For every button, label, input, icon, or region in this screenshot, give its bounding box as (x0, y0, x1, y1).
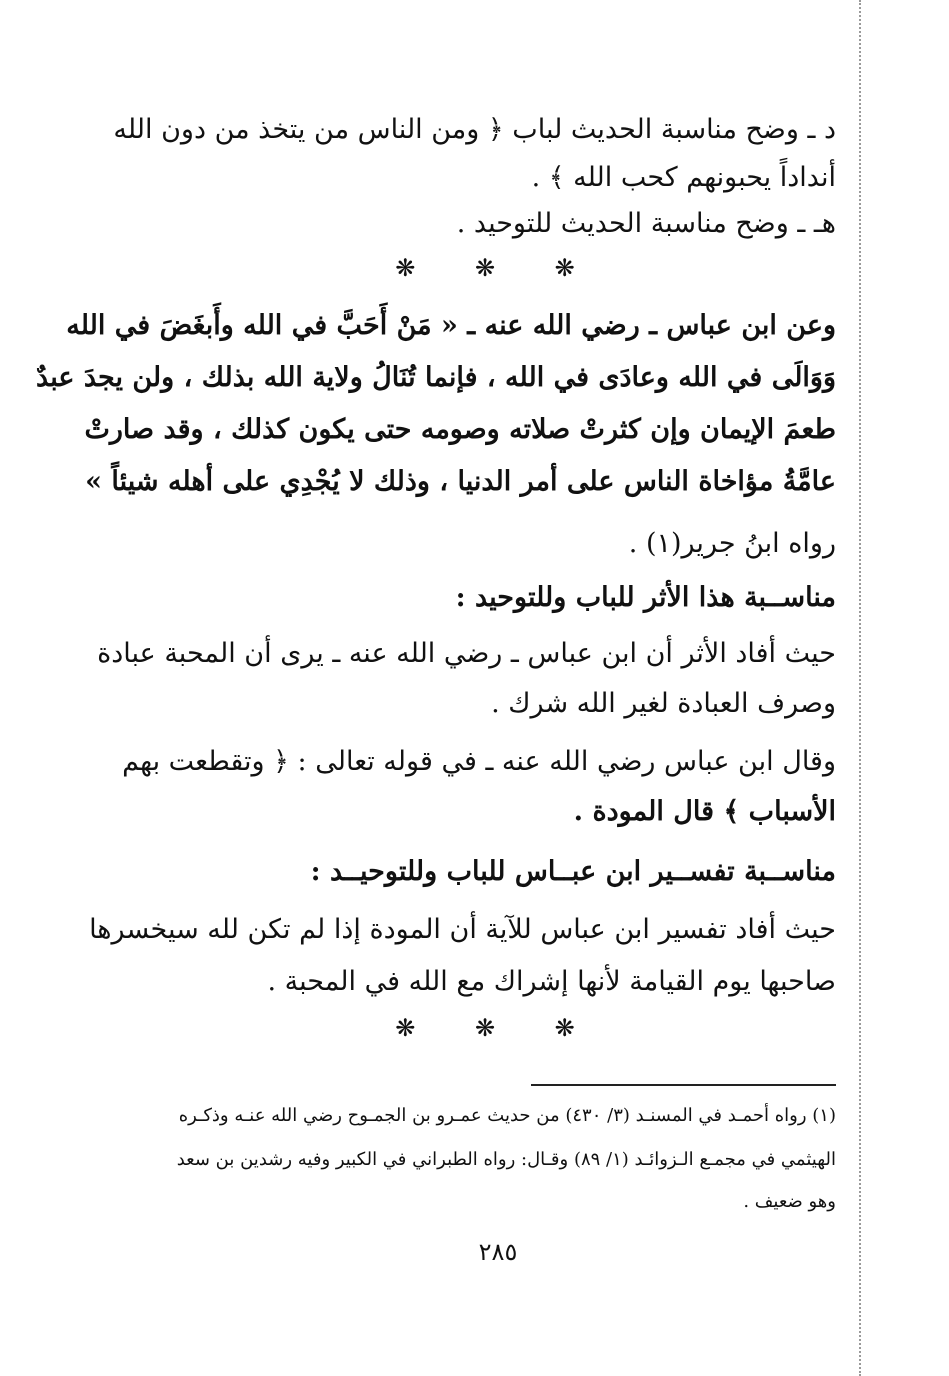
page-edge-dots (859, 0, 861, 1376)
athar-line: عامَّةُ مؤاخاة الناس على أمر الدنيا ، وذلك لا يُجْدِي على أهله شيئاً » (85, 466, 836, 497)
body-line: د ـ وضح مناسبة الحديث لباب ﴿ ومن الناس من يتخذ من دون الله (113, 114, 836, 145)
body-line: صاحبها يوم القيامة لأنها إشراك مع الله في المحبة . (267, 966, 836, 997)
body-line: الأسباب ﴾ قال المودة . (573, 796, 836, 827)
athar-source: رواه ابنُ جرير(١) . (628, 528, 836, 559)
athar-line: طعمَ الإيمان وإن كثرتْ صلاته وصومه حتى يكون كذلك ، وقد صارتْ (84, 414, 836, 445)
section-heading: مناســبة هذا الأثر للباب وللتوحيد : (455, 582, 836, 613)
body-line: حيث أفاد تفسير ابن عباس للآية أن المودة إذا لم تكن لله سيخسرها (89, 914, 836, 945)
athar-line: وَوَالَى في الله وعادَى في الله ، فإنما تُنَالُ ولاية الله بذلك ، ولن يجدَ عبدٌ (36, 362, 836, 393)
footnote-line: وهو ضعيف . (743, 1191, 836, 1212)
page-number: ٢٨٥ (478, 1238, 518, 1266)
footnote-line: الهيثمي في مجمـع الـزوائـد (١/ ٨٩) وقـال: رواه الطبراني في الكبير وفيه رشدين بن سعد (176, 1149, 836, 1170)
section-heading: مناســبة تفســير ابن عبــاس للباب وللتوحيــد : (310, 856, 836, 887)
footnote-line: (١) رواه أحمـد في المسنـد (٣/ ٤٣٠) من حديث عمـرو بن الجمـوح رضي الله عنـه وذكـره (178, 1105, 836, 1126)
footnote-rule (531, 1084, 836, 1086)
athar-line: وعن ابن عباس ـ رضي الله عنه ـ « مَنْ أَحَبَّ في الله وأَبغَضَ في الله (66, 310, 836, 341)
section-separator: ❋ ❋ ❋ (395, 254, 601, 282)
body-line: وقال ابن عباس رضي الله عنه ـ في قوله تعالى : ﴿ وتقطعت بهم (122, 746, 836, 777)
body-line: أنداداً يحبونهم كحب الله ﴾ . (531, 162, 836, 193)
body-line: حيث أفاد الأثر أن ابن عباس ـ رضي الله عنه ـ يرى أن المحبة عبادة (97, 638, 836, 669)
body-line: هـ ـ وضح مناسبة الحديث للتوحيد . (456, 208, 836, 239)
body-line: وصرف العبادة لغير الله شرك . (491, 688, 836, 719)
section-separator: ❋ ❋ ❋ (395, 1014, 601, 1042)
